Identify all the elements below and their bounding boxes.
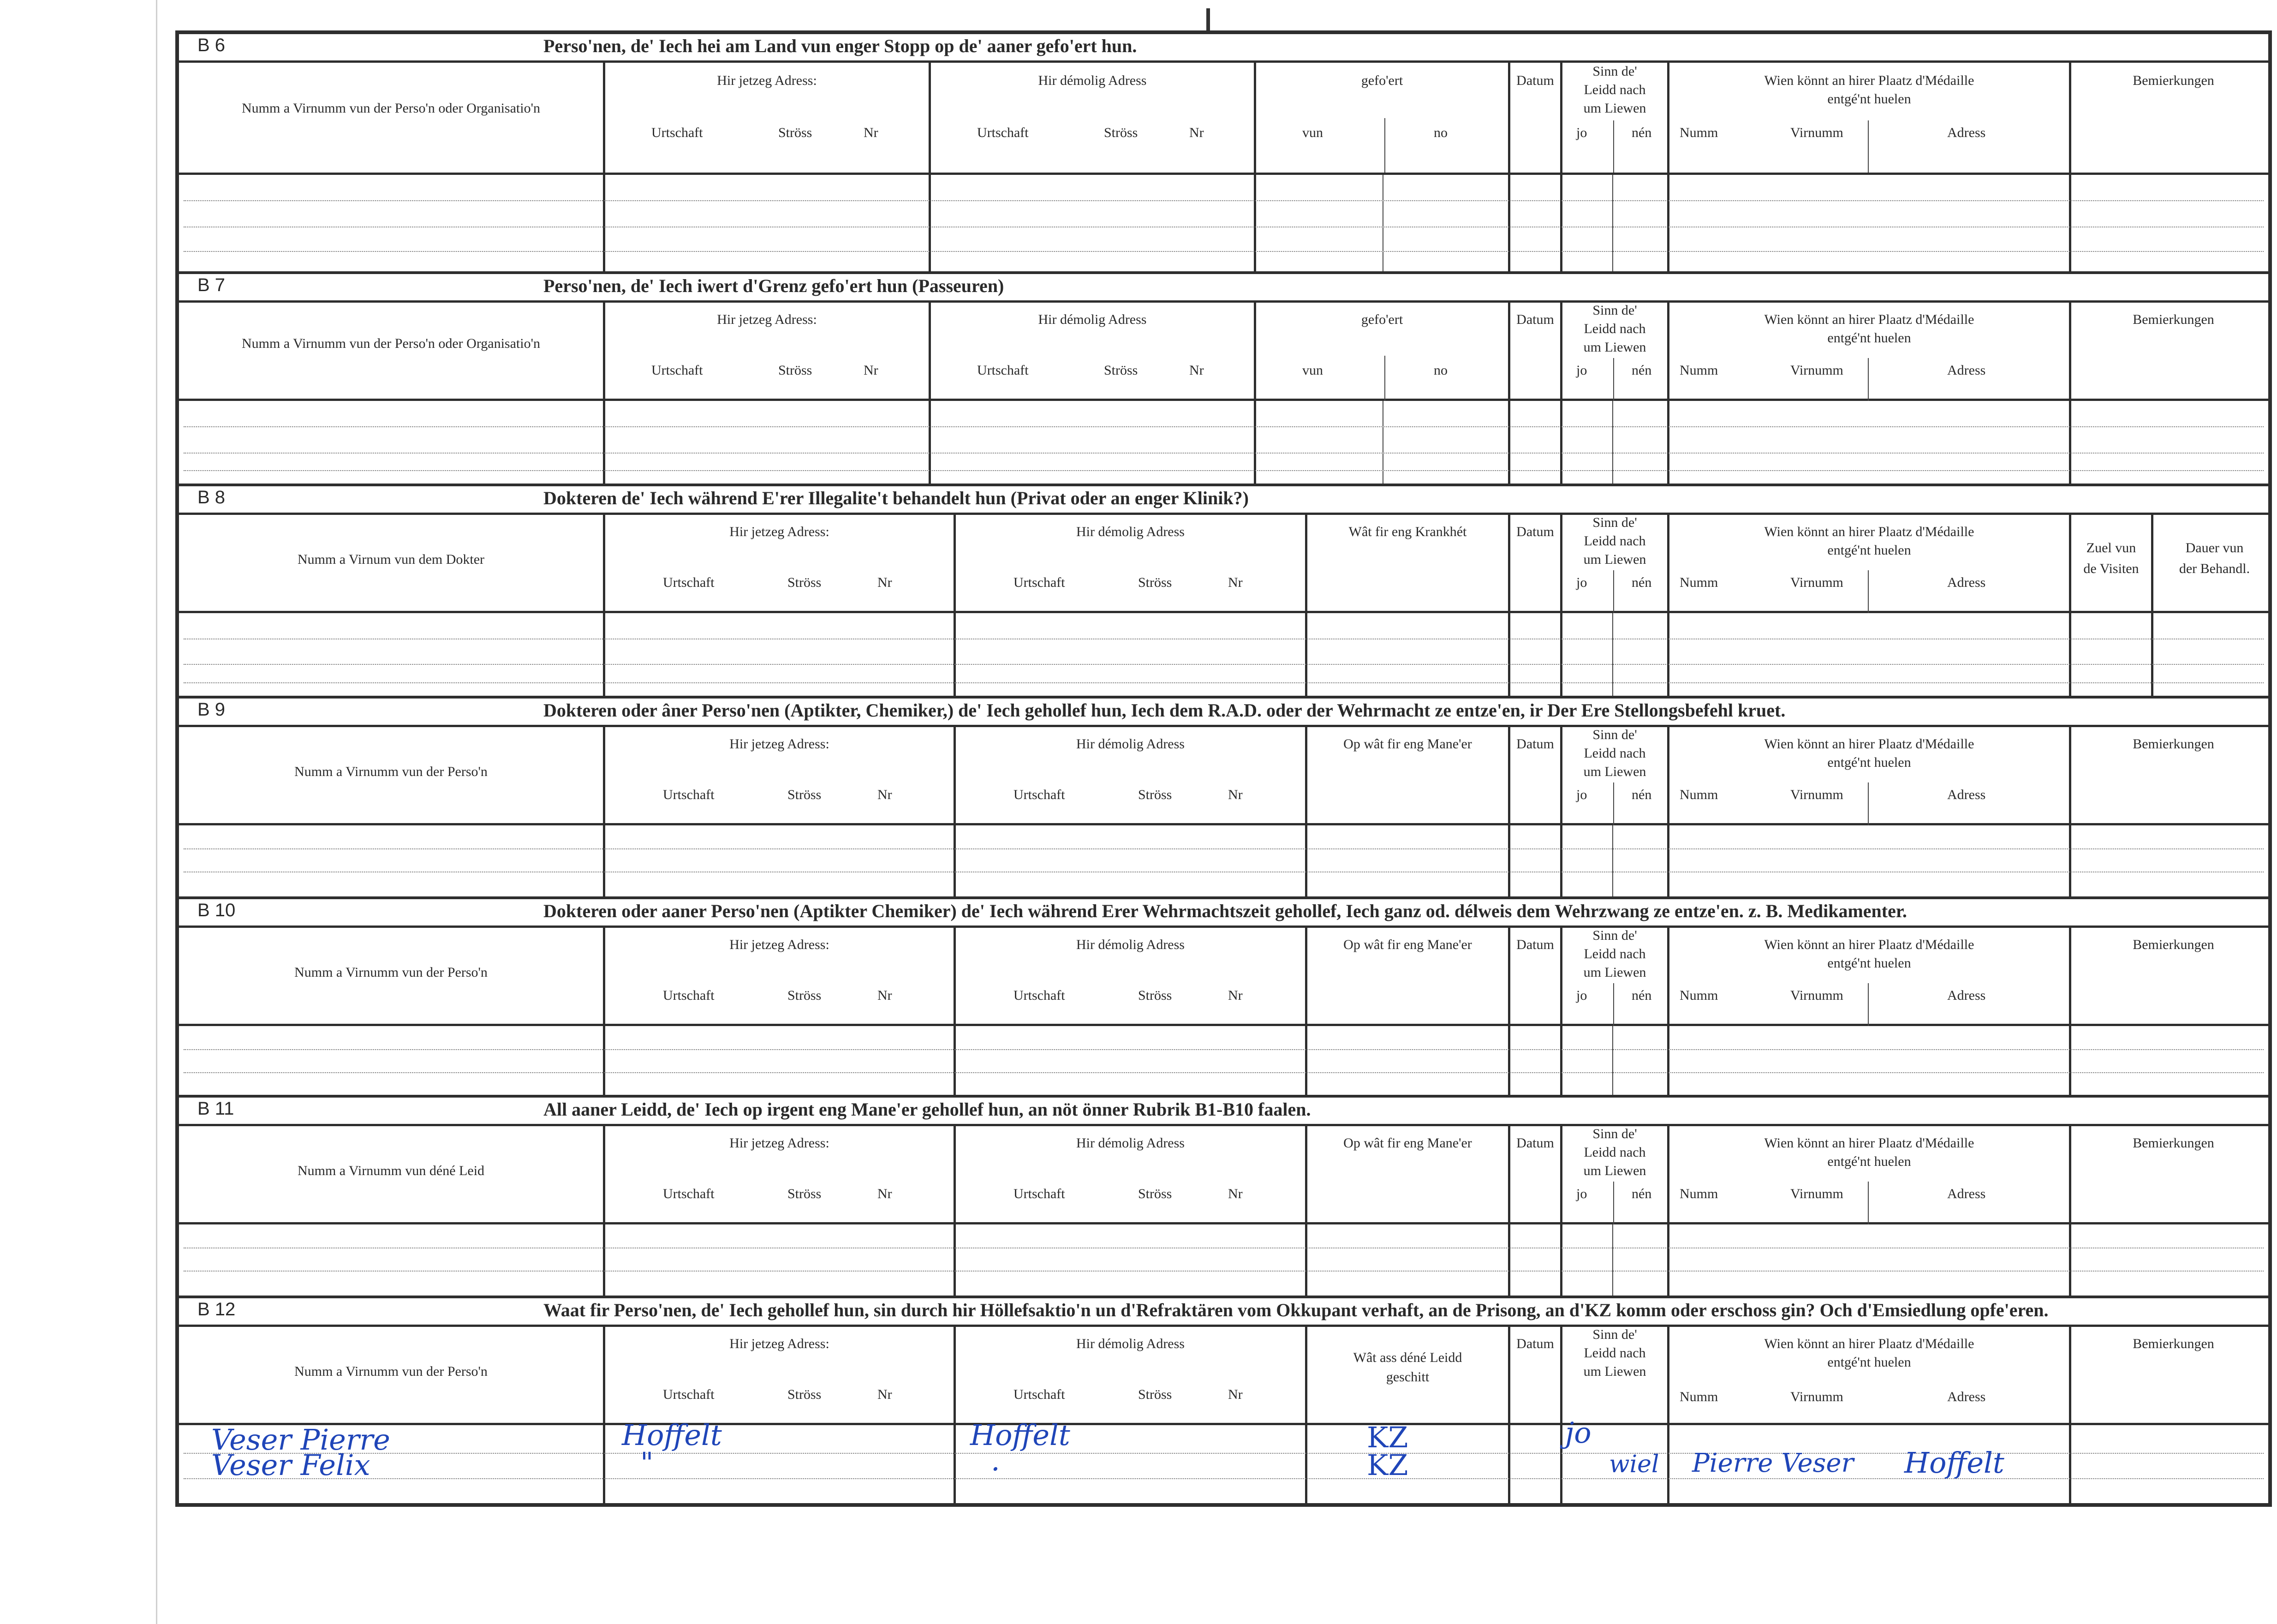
handwritten-name-1: Veser Pierre <box>211 1423 390 1457</box>
section-code: B 7 <box>197 275 226 295</box>
handwritten-name-2: Veser Felix <box>211 1448 370 1482</box>
col-transported: gefo'ert vun no <box>1256 63 1510 173</box>
section-title: Dokteren oder âner Perso'nen (Aptikter, Chemiker,) de' Iech gehollef hun, Iech dem R.A.D. oder der Wehrmacht ze entze'en, ir Der Ere Stellongsbefehl kruet. <box>543 700 1786 721</box>
section-title-bar <box>179 899 2268 928</box>
section-b6 <box>179 34 2268 274</box>
entry-rows <box>179 825 2268 896</box>
handwritten-fate-1: KZ <box>1367 1421 1408 1454</box>
handwritten-alive-jo: jo <box>1565 1416 1592 1450</box>
col-medal: Wien könnt an hirer Plaatz d'Médaille entgé'nt huelen Numm Virnumm Adress <box>1669 63 2071 173</box>
handwritten-medal-address: Hoffelt <box>1904 1446 2004 1480</box>
header-row: Numm a Virnumm vun der Perso'n Hir jetzeg Adress: Urtschaft Ströss Nr Hir démolig Adress Urtschaft Ströss Nr Op wât fir eng Mane'er Datum Sinn de' Leidd nach um Liewen jo nén Wien könnt an hirer Plaatz d'Médaille entgé'nt huelen Numm Virnumm Adress Bemierkungen <box>179 727 2268 825</box>
section-code: B 8 <box>197 487 226 508</box>
handwritten-medal-name: Pierre Veser <box>1692 1448 1854 1478</box>
entry-rows <box>179 1224 2268 1296</box>
section-code: B 11 <box>197 1099 234 1119</box>
section-code: B 12 <box>197 1299 236 1320</box>
header-row: Numm a Virnumm vun der Perso'n Hir jetzeg Adress: Urtschaft Ströss Nr Hir démolig Adress Urtschaft Ströss Nr Wât ass déné Leidd geschitt Datum Sinn de' Leidd nach um Liewen Wien könnt an hirer Plaatz d'Médaille entgé'nt huelen Numm Virnumm Adress Bemierkungen <box>179 1327 2268 1425</box>
handwritten-former-place-1: Hoffelt <box>970 1418 1070 1452</box>
col-alive: Sinn de' Leidd nach um Liewen jo nén <box>1562 63 1669 173</box>
handwritten-current-place-1: Hoffelt <box>622 1418 722 1452</box>
col-remarks: Bemierkungen <box>2133 73 2214 88</box>
section-title: Dokteren de' Iech während E'rer Illegalite't behandelt hun (Privat oder an enger Klinik?) <box>543 488 1249 508</box>
scan-edge-line <box>156 0 157 1624</box>
section-title: Dokteren oder aaner Perso'nen (Aptikter Chemiker) de' Iech während Erer Wehrmachtszeit gehollef, Iech ganz od. délweis dem Wehrzwang ze entze'en. z. B. Medikamenter. <box>543 901 1907 921</box>
section-title: Waat fir Perso'nen, de' Iech gehollef hun, sin durch hir Höllefsaktio'n un d'Refraktären vom Okkupant verhaft, an de Prisong, an d'KZ komm oder erschoss gin? Och d'Emsiedlung opfe'eren. <box>543 1300 2049 1320</box>
entry-rows <box>179 1416 2268 1503</box>
section-code: B 10 <box>197 900 236 920</box>
entry-rows <box>179 613 2268 696</box>
header-row: Numm a Virnumm vun der Perso'n oder Organisatio'n Hir jetzeg Adress: Urtschaft Ströss Nr Hir démolig Adress Urtschaft Ströss Nr gefo'ert vun no Datum Sinn de' Leidd nach um Liewen jo nén Wien könnt an hirer Plaatz d'Médaille entgé'nt huelen Numm Virnumm Adress Bemierkungen <box>179 303 2268 401</box>
section-code: B 9 <box>197 699 226 720</box>
section-title-bar <box>179 1098 2268 1126</box>
col-current-address: Hir jetzeg Adress: Urtschaft Ströss Nr <box>605 63 931 173</box>
handwritten-fate-2: KZ <box>1367 1448 1408 1482</box>
section-title-bar <box>179 34 2268 63</box>
col-date: Datum <box>1510 63 1562 173</box>
entry-rows <box>179 1026 2268 1095</box>
section-title-bar <box>179 1298 2268 1327</box>
section-b11 <box>179 1098 2268 1298</box>
section-title: Perso'nen, de' Iech iwert d'Grenz gefo'ert hun (Passeuren) <box>543 275 1004 296</box>
section-title: Perso'nen, de' Iech hei am Land vun enger Stopp op de' aaner gefo'ert hun. <box>543 36 1137 56</box>
col-former-address: Hir démolig Adress Urtschaft Ströss Nr <box>931 63 1256 173</box>
section-title-bar <box>179 486 2268 515</box>
section-b12 <box>179 1298 2268 1503</box>
section-title-bar <box>179 274 2268 303</box>
col-name: Numm a Virnumm vun der Perso'n oder Organisatio'n <box>179 63 605 173</box>
entry-rows <box>179 175 2268 271</box>
section-title-bar <box>179 699 2268 727</box>
section-b9 <box>179 699 2268 899</box>
header-row: Numm a Virnum vun dem Dokter Hir jetzeg Adress: Urtschaft Ströss Nr Hir démolig Adress Urtschaft Ströss Nr Wât fir eng Krankhét Datum Sinn de' Leidd nach um Liewen jo nén Wien könnt an hirer Plaatz d'Médaille entgé'nt huelen Numm Virnumm Adress Zuel vun de Visiten Dauer vun der Behandl. <box>179 515 2268 613</box>
section-b7 <box>179 274 2268 486</box>
header-row: Numm a Virnumm vun déné Leid Hir jetzeg Adress: Urtschaft Ströss Nr Hir démolig Adress Urtschaft Ströss Nr Op wât fir eng Mane'er Datum Sinn de' Leidd nach um Liewen jo nén Wien könnt an hirer Plaatz d'Médaille entgé'nt huelen Numm Virnumm Adress Bemierkungen <box>179 1126 2268 1224</box>
header-row <box>179 63 2268 175</box>
form-sheet <box>175 30 2272 1507</box>
section-b8 <box>179 486 2268 699</box>
entry-rows <box>179 401 2268 484</box>
header-row: Numm a Virnumm vun der Perso'n Hir jetzeg Adress: Urtschaft Ströss Nr Hir démolig Adress Urtschaft Ströss Nr Op wât fir eng Mane'er Datum Sinn de' Leidd nach um Liewen jo nén Wien könnt an hirer Plaatz d'Médaille entgé'nt huelen Numm Virnumm Adress Bemierkungen <box>179 928 2268 1026</box>
handwritten-former-place-2: . <box>991 1444 1000 1477</box>
top-fold-mark <box>1206 8 1210 31</box>
section-code: B 6 <box>197 35 226 55</box>
section-b10 <box>179 899 2268 1098</box>
handwritten-current-place-2: " <box>640 1446 654 1480</box>
handwritten-medal-who: wiel <box>1609 1451 1659 1478</box>
section-title: All aaner Leidd, de' Iech op irgent eng Mane'er gehollef hun, an nöt önner Rubrik B1-B10 faalen. <box>543 1099 1311 1120</box>
